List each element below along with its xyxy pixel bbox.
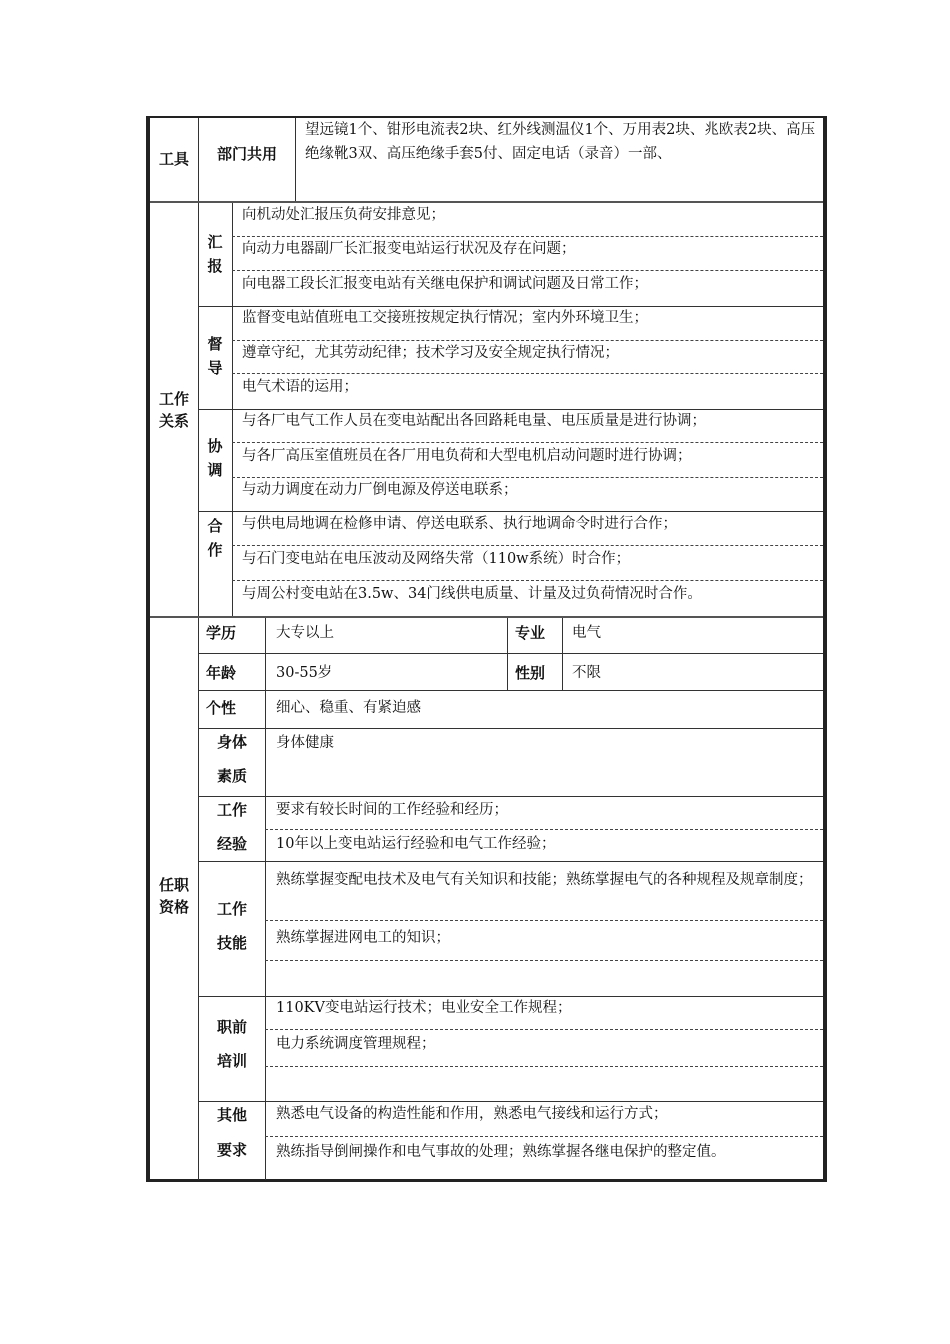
supervise-item: 电气术语的运用； (242, 379, 358, 395)
coordinate-item: 与各厂高压室值班员在各厂用电负荷和大型电机启动问题时进行协调； (242, 448, 692, 464)
other-item: 熟练指导倒闸操作和电气事故的处理；熟练掌握各继电保护的整定值。 (276, 1144, 726, 1160)
other-label-1: 其他 (216, 1106, 247, 1124)
physique-value: 身体健康 (276, 735, 334, 751)
group-coordinate-label: 协调 (207, 437, 223, 479)
report-item: 向机动处汇报压负荷安排意见； (242, 207, 445, 223)
experience-label-2: 经验 (216, 835, 247, 853)
physique-label-1: 身体 (216, 733, 247, 751)
other-label-2: 要求 (216, 1141, 247, 1159)
coordinate-item: 与动力调度在动力厂倒电源及停送电联系； (242, 482, 518, 498)
education-label: 学历 (206, 624, 237, 642)
supervise-item: 遵章守纪，尤其劳动纪律；技术学习及安全规定执行情况； (242, 345, 619, 361)
relations-label: 工作 关系 (158, 390, 189, 430)
section-divider (150, 201, 823, 203)
tools-label: 工具 (158, 150, 189, 168)
experience-item: 要求有较长时间的工作经验和经历； (276, 802, 508, 818)
physique-label-2: 素质 (216, 767, 247, 785)
report-item: 向动力电器副厂长汇报变电站运行状况及存在问题； (242, 241, 576, 257)
coordinate-item: 与各厂电气工作人员在变电站配出各回路耗电量、电压质量是进行协调； (242, 413, 706, 429)
cooperate-item: 与供电局地调在检修申请、停送电联系、执行地调命令时进行合作； (242, 516, 677, 532)
report-item: 向电器工段长汇报变电站有关继电保护和调试问题及日常工作； (242, 276, 648, 292)
major-label: 专业 (515, 624, 546, 642)
education-value: 大专以上 (276, 625, 334, 641)
major-value: 电气 (572, 625, 601, 641)
age-value: 30-55岁 (276, 665, 333, 681)
personality-label: 个性 (206, 699, 237, 717)
group-cooperate-label: 合作 (207, 517, 223, 559)
supervise-item: 监督变电站值班电工交接班按规定执行情况；室内外环境卫生； (242, 310, 648, 326)
training-item: 电力系统调度管理规程； (276, 1036, 436, 1052)
cooperate-item: 与石门变电站在电压波动及网络失常（110w系统）时合作； (242, 551, 631, 567)
experience-label-1: 工作 (216, 801, 247, 819)
cooperate-item: 与周公村变电站在3.5w、34门线供电质量、计量及过负荷情况时合作。 (242, 586, 702, 602)
other-item: 熟悉电气设备的构造性能和作用，熟悉电气接线和运行方式； (276, 1106, 668, 1122)
skills-label-2: 技能 (216, 934, 247, 952)
skills-item: 熟练掌握进网电工的知识； (276, 930, 450, 946)
experience-item: 10年以上变电站运行经验和电气工作经验； (276, 836, 556, 852)
section-divider (150, 616, 823, 618)
tools-sub-label: 部门共用 (216, 145, 277, 163)
qualifications-label: 任职 资格 (158, 876, 189, 916)
training-item: 110KV变电站运行技术；电业安全工作规程； (276, 1000, 572, 1016)
gender-label: 性别 (515, 664, 546, 682)
table-border-right (823, 116, 827, 1182)
skills-label-1: 工作 (216, 900, 247, 918)
group-supervise-label: 督导 (207, 335, 223, 377)
training-label-2: 培训 (216, 1052, 247, 1070)
training-label-1: 职前 (216, 1018, 247, 1036)
personality-value: 细心、稳重、有紧迫感 (276, 700, 421, 716)
gender-value: 不限 (572, 665, 601, 681)
tools-content: 望远镜1个、钳形电流表2块、红外线测温仪1个、万用表2块、兆欧表2块、高压绝缘靴3双、高压绝缘手套5付、固定电话（录音）一部、 (305, 122, 816, 162)
table-border-left (146, 116, 150, 1182)
table-border-bottom (146, 1179, 827, 1182)
group-report-label: 汇报 (207, 233, 223, 275)
age-label: 年龄 (206, 664, 237, 682)
skills-item: 熟练掌握变配电技术及电气有关知识和技能；熟练掌握电气的各种规程及规章制度； (276, 872, 813, 888)
